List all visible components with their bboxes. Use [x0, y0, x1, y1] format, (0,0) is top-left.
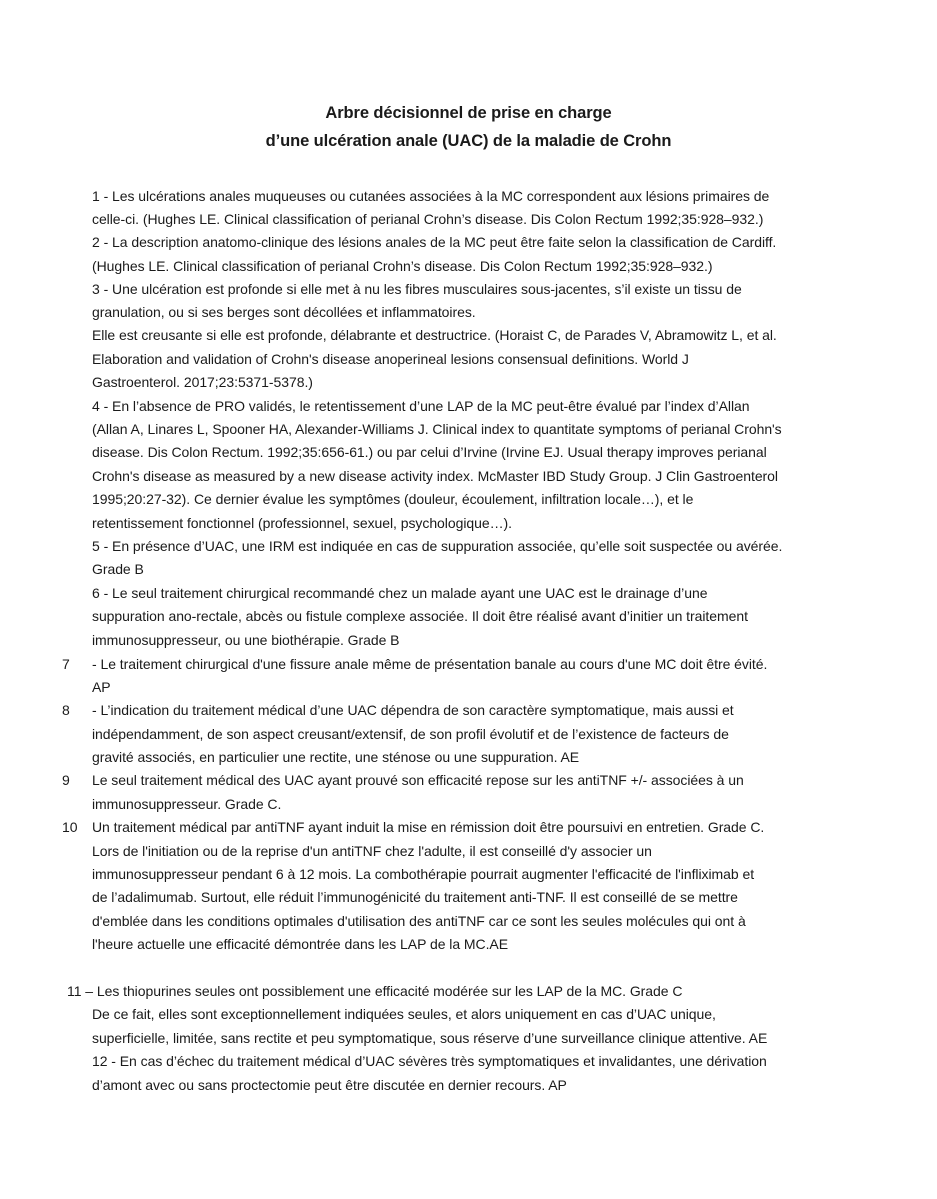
- paragraph-line: De ce fait, elles sont exceptionnellement indiquées seules, et alors uniquement en cas d’UAC unique,: [92, 1006, 716, 1022]
- paragraph-line: Crohn's disease as measured by a new disease activity index. McMaster IBD Study Group. J Clin Gastroenterol: [92, 468, 778, 484]
- item-number-8: 8: [62, 702, 70, 718]
- paragraph-line: 5 - En présence d’UAC, une IRM est indiquée en cas de suppuration associée, qu’elle soit suspectée ou avérée.: [92, 538, 783, 554]
- item-number-7: 7: [62, 656, 70, 672]
- paragraph-line: Le seul traitement médical des UAC ayant prouvé son efficacité repose sur les antiTNF +/- associées à un: [92, 772, 744, 788]
- paragraph-line: l'heure actuelle une efficacité démontrée dans les LAP de la MC.AE: [92, 936, 508, 952]
- paragraph-line: gravité associés, en particulier une rectite, une sténose ou une suppuration. AE: [92, 749, 580, 765]
- paragraph-line: AP: [92, 679, 111, 695]
- paragraph-line: de l’adalimumab. Surtout, elle réduit l’immunogénicité du traitement anti-TNF. Il est conseillé de se mettre: [92, 889, 738, 905]
- paragraph-line: d’amont avec ou sans proctectomie peut être discutée en dernier recours. AP: [92, 1077, 567, 1093]
- paragraph-line: 6 - Le seul traitement chirurgical recommandé chez un malade ayant une UAC est le drainage d’une: [92, 585, 708, 601]
- paragraph-line: disease. Dis Colon Rectum. 1992;35:656-61.) ou par celui d’Irvine (Irvine EJ. Usual therapy improves perianal: [92, 444, 767, 460]
- document-title-line-1: Arbre décisionnel de prise en charge: [325, 104, 612, 122]
- paragraph-line: Lors de l'initiation ou de la reprise d'un antiTNF chez l'adulte, il est conseillé d'y associer un: [92, 843, 652, 859]
- paragraph-line: Elle est creusante si elle est profonde, délabrante et destructrice. (Horaist C, de Parades V, Abramowitz L, et al.: [92, 327, 777, 343]
- item-number-10: 10: [62, 819, 78, 835]
- paragraph-line: indépendamment, de son aspect creusant/extensif, de son profil évolutif et de l’existence de facteurs de: [92, 726, 729, 742]
- paragraph-line: suppuration ano-rectale, abcès ou fistule complexe associée. Il doit être réalisé avant d’initier un traitement: [92, 608, 748, 624]
- paragraph-line: 3 - Une ulcération est profonde si elle met à nu les fibres musculaires sous-jacentes, s’il existe un tissu de: [92, 281, 742, 297]
- paragraph-line: 2 - La description anatomo-clinique des lésions anales de la MC peut être faite selon la classification de Cardiff.: [92, 234, 777, 250]
- paragraph-line: Un traitement médical par antiTNF ayant induit la mise en rémission doit être poursuivi en entretien. Grade C.: [92, 819, 765, 835]
- item-number-9: 9: [62, 772, 70, 788]
- paragraph-line: 12 - En cas d’échec du traitement médical d’UAC sévères très symptomatiques et invalidantes, une dérivation: [92, 1053, 767, 1069]
- paragraph-line: celle-ci. (Hughes LE. Clinical classification of perianal Crohn’s disease. Dis Colon Rectum 1992;35:928–932.): [92, 211, 764, 227]
- paragraph-line: 1 - Les ulcérations anales muqueuses ou cutanées associées à la MC correspondent aux lésions primaires de: [92, 188, 770, 204]
- paragraph-line: 4 - En l’absence de PRO validés, le retentissement d’une LAP de la MC peut-être évalué par l’index d’Allan: [92, 398, 750, 414]
- paragraph-line: immunosuppresseur pendant 6 à 12 mois. La combothérapie pourrait augmenter l'efficacité de l'infliximab et: [92, 866, 755, 882]
- paragraph-line: - Le traitement chirurgical d'une fissure anale même de présentation banale au cours d'une MC doit être évité.: [92, 656, 768, 672]
- paragraph-line: Gastroenterol. 2017;23:5371-5378.): [92, 374, 313, 390]
- paragraph-line: immunosuppresseur, ou une biothérapie. Grade B: [92, 632, 400, 648]
- paragraph-line: (Hughes LE. Clinical classification of perianal Crohn’s disease. Dis Colon Rectum 1992;35:928–932.): [92, 258, 713, 274]
- paragraph-line: Elaboration and validation of Crohn's disease anoperineal lesions consensual definitions. World J: [92, 351, 689, 367]
- document-title-line-2: d’une ulcération anale (UAC) de la maladie de Crohn: [265, 132, 672, 150]
- paragraph-line: 1995;20:27-32). Ce dernier évalue les symptômes (douleur, écoulement, infiltration locale…), et le: [92, 491, 694, 507]
- paragraph-line: immunosuppresseur. Grade C.: [92, 796, 282, 812]
- paragraph-line: Grade B: [92, 561, 144, 577]
- paragraph-line: 11 – Les thiopurines seules ont possiblement une efficacité modérée sur les LAP de la MC. Grade C: [67, 983, 683, 999]
- paragraph-line: d'emblée dans les conditions optimales d'utilisation des antiTNF car ce sont les seules molécules qui ont à: [92, 913, 746, 929]
- paragraph-line: (Allan A, Linares L, Spooner HA, Alexander-Williams J. Clinical index to quantitate symptoms of perianal Crohn's: [92, 421, 782, 437]
- paragraph-line: granulation, ou si ses berges sont décollées et inflammatoires.: [92, 304, 476, 320]
- paragraph-line: retentissement fonctionnel (professionnel, sexuel, psychologique…).: [92, 515, 512, 531]
- paragraph-line: - L’indication du traitement médical d’une UAC dépendra de son caractère symptomatique, mais aussi et: [92, 702, 734, 718]
- paragraph-line: superficielle, limitée, sans rectite et peu symptomatique, sous réserve d’une surveillance clinique attentive. AE: [92, 1030, 768, 1046]
